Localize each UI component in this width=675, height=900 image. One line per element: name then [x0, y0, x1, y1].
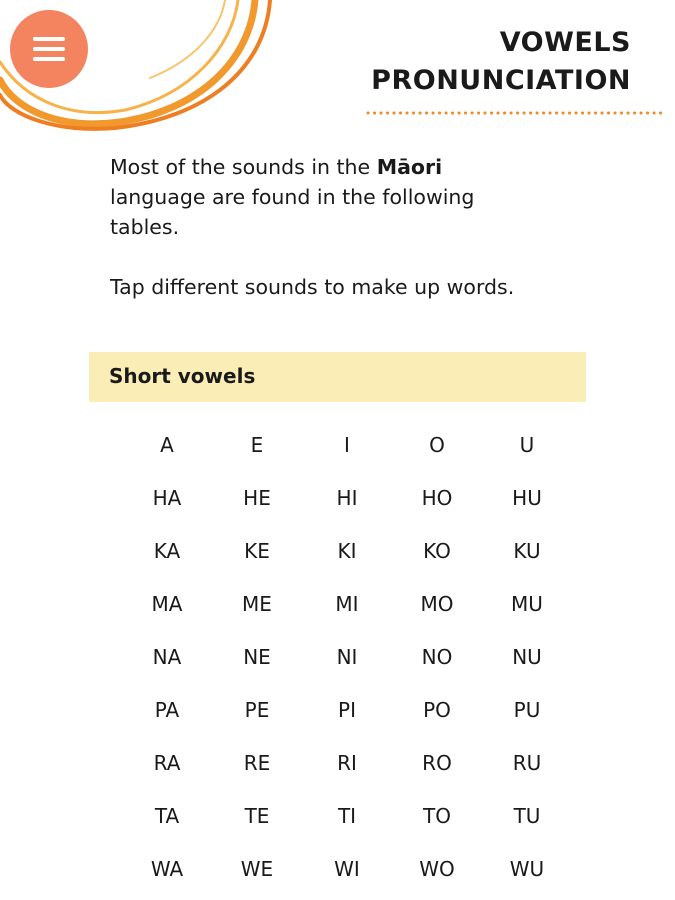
- syllable-cell[interactable]: TA: [154, 803, 180, 828]
- syllable-cell[interactable]: KO: [423, 538, 451, 563]
- syllable-cell[interactable]: HU: [512, 485, 542, 510]
- syllable-row: [122, 789, 572, 842]
- syllable-cell[interactable]: KU: [513, 538, 541, 563]
- syllable-row: [122, 471, 572, 524]
- syllable-cell[interactable]: TE: [244, 803, 270, 828]
- intro-instruction: Tap different sounds to make up words.: [110, 275, 515, 299]
- page-title: [371, 24, 631, 100]
- syllable-cell[interactable]: HE: [243, 485, 271, 510]
- syllable-cell[interactable]: NE: [243, 644, 271, 669]
- syllable-cell[interactable]: PO: [423, 697, 451, 722]
- page-title-line1: VOWELS: [499, 27, 631, 58]
- syllable-cell[interactable]: U: [519, 432, 535, 457]
- syllable-cell[interactable]: WU: [509, 856, 545, 881]
- syllable-cell[interactable]: MA: [151, 591, 183, 616]
- syllable-cell[interactable]: NO: [421, 644, 453, 669]
- syllable-cell[interactable]: WI: [334, 856, 360, 881]
- section-title: Short vowels: [109, 364, 256, 388]
- syllable-cell[interactable]: MO: [420, 591, 454, 616]
- intro-text: [110, 152, 540, 302]
- syllable-row: [122, 842, 572, 895]
- syllable-cell[interactable]: TO: [423, 803, 451, 828]
- syllable-cell[interactable]: KE: [244, 538, 270, 563]
- syllable-cell[interactable]: NI: [336, 644, 358, 669]
- dotted-divider: [366, 108, 666, 118]
- intro-text-start: Most of the sounds in the: [110, 155, 377, 179]
- syllable-cell[interactable]: ME: [242, 591, 272, 616]
- syllable-cell[interactable]: MI: [335, 591, 359, 616]
- syllable-cell[interactable]: RI: [337, 750, 357, 775]
- syllable-cell[interactable]: KA: [153, 538, 181, 563]
- syllable-cell[interactable]: PI: [338, 697, 356, 722]
- syllable-row: [122, 630, 572, 683]
- syllable-cell[interactable]: WA: [150, 856, 184, 881]
- menu-icon-bar: [33, 57, 65, 61]
- intro-paragraph: [110, 152, 540, 242]
- syllable-cell[interactable]: MU: [511, 591, 543, 616]
- syllable-cell[interactable]: NA: [152, 644, 182, 669]
- syllable-row: [122, 418, 572, 471]
- syllable-row: [122, 577, 572, 630]
- syllable-cell[interactable]: I: [344, 432, 350, 457]
- syllable-cell[interactable]: TI: [337, 803, 357, 828]
- syllable-cell[interactable]: KI: [337, 538, 357, 563]
- syllable-row: [122, 524, 572, 577]
- syllable-cell[interactable]: A: [160, 432, 174, 457]
- syllable-cell[interactable]: PA: [154, 697, 180, 722]
- syllable-cell[interactable]: RU: [512, 750, 542, 775]
- syllable-cell[interactable]: HO: [421, 485, 453, 510]
- intro-text-bold: Māori: [376, 155, 443, 179]
- menu-button[interactable]: [10, 10, 88, 88]
- syllable-cell[interactable]: O: [429, 432, 445, 457]
- syllable-cell[interactable]: RA: [153, 750, 181, 775]
- syllable-cell[interactable]: E: [250, 432, 264, 457]
- syllable-cell[interactable]: WE: [240, 856, 274, 881]
- page-title-line2: PRONUNCIATION: [371, 65, 631, 96]
- syllable-cell[interactable]: HA: [152, 485, 182, 510]
- syllable-cell[interactable]: TU: [513, 803, 541, 828]
- syllable-cell[interactable]: WO: [419, 856, 455, 881]
- menu-icon-bar: [33, 47, 65, 51]
- syllable-row: [122, 683, 572, 736]
- syllable-cell[interactable]: RO: [422, 750, 452, 775]
- intro-text-end: language are found in the following tables.: [110, 185, 475, 239]
- syllable-cell[interactable]: RE: [243, 750, 271, 775]
- syllable-cell[interactable]: PU: [513, 697, 541, 722]
- syllable-grid: [122, 418, 572, 895]
- syllable-cell[interactable]: NU: [512, 644, 542, 669]
- syllable-cell[interactable]: PE: [244, 697, 270, 722]
- syllable-row: [122, 736, 572, 789]
- syllable-cell[interactable]: HI: [336, 485, 358, 510]
- section-header: [89, 352, 586, 402]
- menu-icon: [33, 37, 65, 41]
